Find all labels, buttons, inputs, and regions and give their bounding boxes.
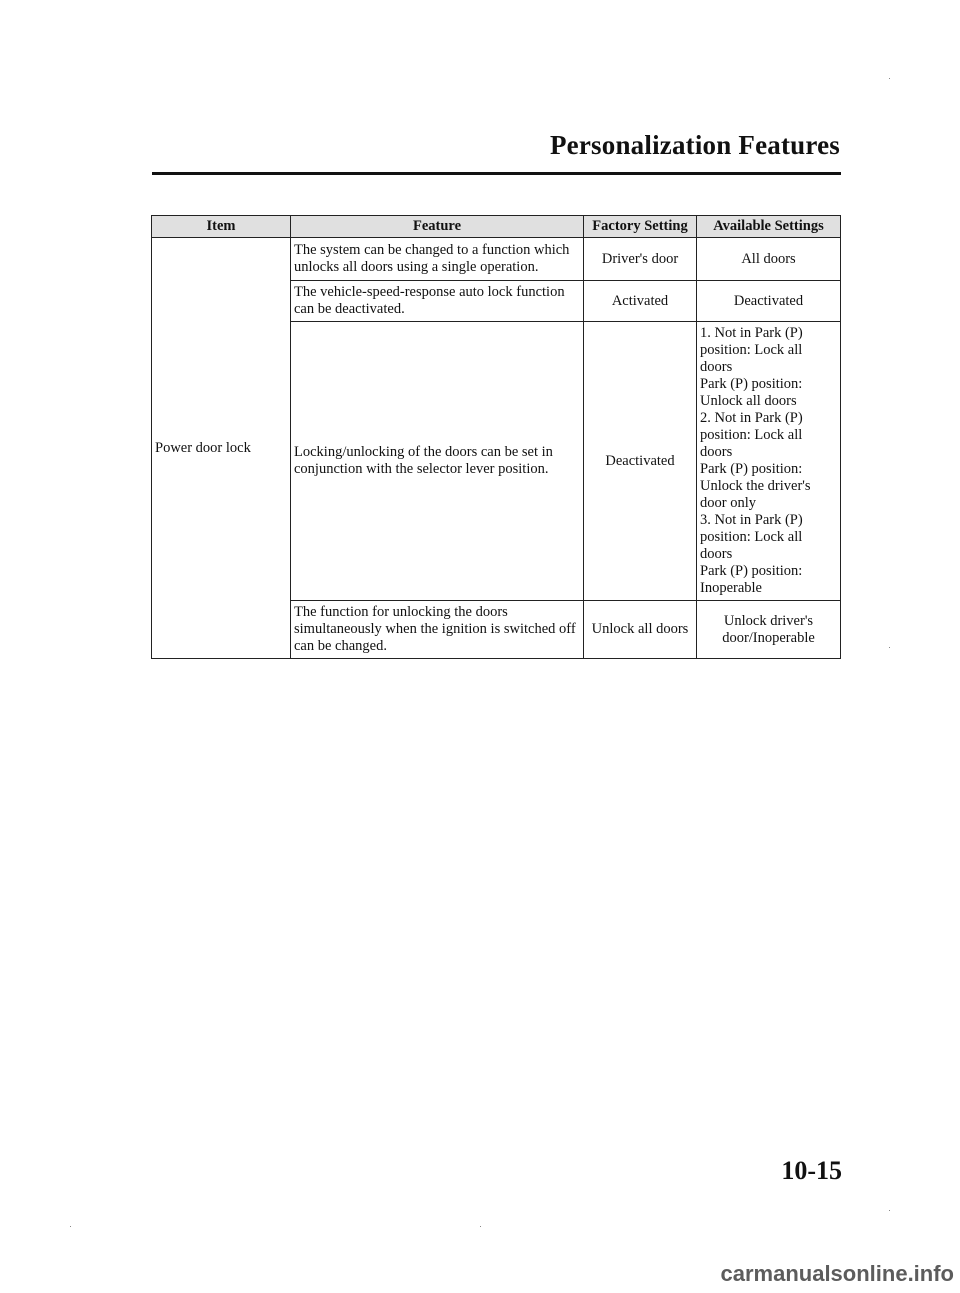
available-line: Unlock the driver's: [700, 478, 811, 494]
watermark: carmanualsonline.info: [720, 1261, 954, 1286]
available-line: door/Inoperable: [722, 629, 815, 646]
crop-mark: [480, 1226, 481, 1227]
factory-setting-cell: Unlock all doors: [584, 601, 697, 659]
available-line: doors: [700, 444, 733, 460]
column-header-feature: Feature: [291, 216, 584, 238]
available-line: Inoperable: [700, 580, 762, 596]
feature-cell: The vehicle-speed-response auto lock function can be deactivated.: [291, 281, 584, 322]
available-line: 2. Not in Park (P): [700, 410, 803, 426]
crop-mark: [889, 1210, 890, 1211]
factory-setting-cell: Driver's door: [584, 238, 697, 281]
settings-table: [151, 215, 841, 659]
table-header-row: [152, 216, 841, 238]
available-line: Park (P) position:: [700, 563, 803, 579]
available-line: Unlock driver's: [723, 612, 814, 629]
available-line: All doors: [741, 250, 796, 267]
crop-mark: [70, 1226, 71, 1227]
column-header-item: Item: [152, 216, 291, 238]
section-title: Personalization Features: [549, 130, 840, 160]
column-header-available-settings: Available Settings: [697, 216, 841, 238]
feature-cell: Locking/unlocking of the doors can be set in conjunction with the selector lever position.: [291, 322, 584, 601]
available-settings-cell: [697, 322, 841, 601]
available-line: door only: [700, 495, 756, 511]
available-settings-cell: [697, 281, 841, 322]
available-line: Deactivated: [733, 292, 804, 309]
available-line: position: Lock all: [700, 342, 803, 358]
available-line: 1. Not in Park (P): [700, 325, 803, 341]
available-line: doors: [700, 546, 733, 562]
column-header-factory-setting: Factory Setting: [584, 216, 697, 238]
item-cell: Power door lock: [152, 238, 291, 659]
factory-setting-cell: Activated: [584, 281, 697, 322]
available-settings-cell: [697, 601, 841, 659]
available-line: Unlock all doors: [700, 393, 797, 409]
feature-cell: The system can be changed to a function which unlocks all doors using a single operation.: [291, 238, 584, 281]
available-line: Park (P) position:: [700, 376, 803, 392]
available-line: Park (P) position:: [700, 461, 803, 477]
feature-cell: The function for unlocking the doors simultaneously when the ignition is switched off can be changed.: [291, 601, 584, 659]
table-row: [152, 238, 841, 281]
factory-setting-cell: Deactivated: [584, 322, 697, 601]
available-line: position: Lock all: [700, 529, 803, 545]
crop-mark: [889, 78, 890, 79]
page-number: 10-15: [781, 1156, 842, 1185]
title-rule: [152, 172, 841, 175]
available-line: doors: [700, 359, 733, 375]
available-settings-cell: [697, 238, 841, 281]
available-line: position: Lock all: [700, 427, 803, 443]
available-line: 3. Not in Park (P): [700, 512, 803, 528]
crop-mark: [889, 647, 890, 648]
